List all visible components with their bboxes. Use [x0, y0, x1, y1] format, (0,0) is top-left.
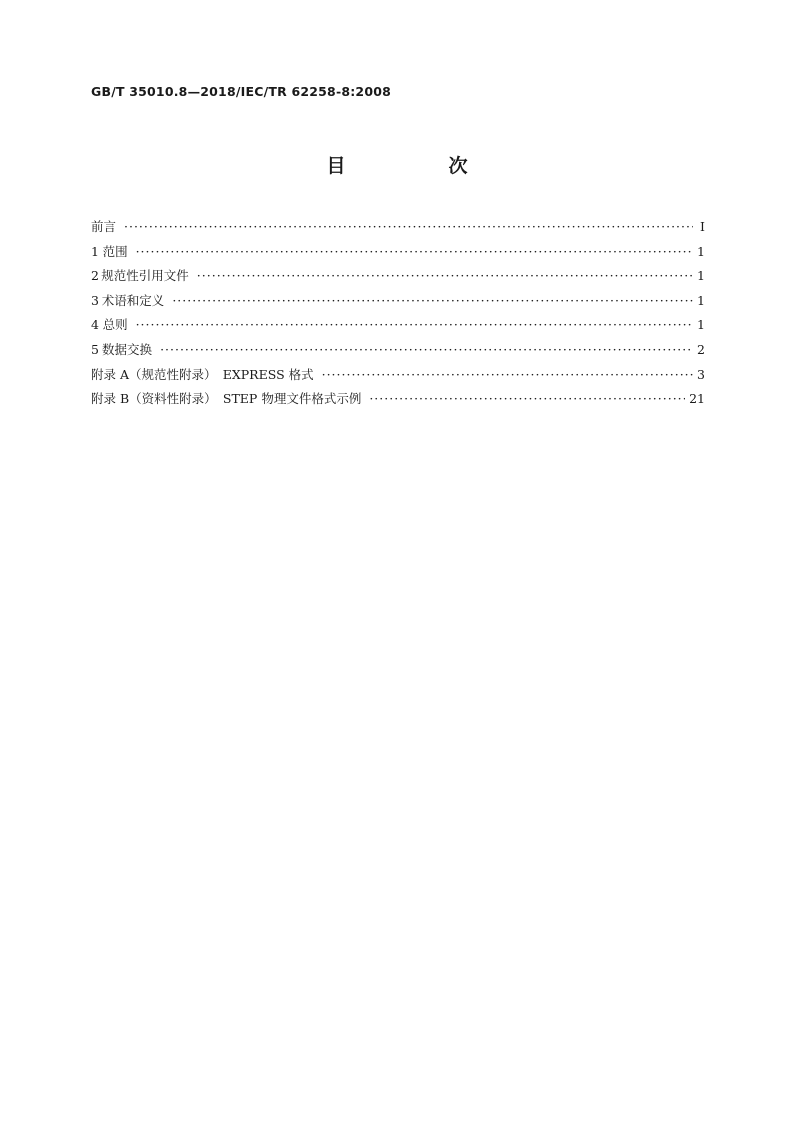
table-of-contents: [91, 215, 705, 412]
toc-leader-dots: [160, 338, 693, 363]
toc-entry-number: 5: [91, 341, 99, 357]
toc-entry-scope[interactable]: [91, 240, 705, 265]
toc-entry-page: Ⅰ: [700, 219, 705, 234]
toc-entry-annex-b[interactable]: [91, 387, 705, 412]
toc-entry-page: 1: [697, 317, 705, 333]
toc-entry-page: 1: [697, 268, 705, 284]
toc-entry-page: 2: [697, 341, 705, 357]
document-id: GB/T 35010.8—2018/IEC/TR 62258-8:2008: [91, 84, 392, 99]
toc-entry-terms-definitions[interactable]: [91, 289, 705, 314]
toc-entry-page: 1: [697, 243, 705, 259]
toc-leader-dots: [136, 313, 693, 338]
toc-entry-page: 1: [697, 292, 705, 308]
toc-entry-normative-references[interactable]: [91, 264, 705, 289]
toc-entry-page: 3: [697, 366, 705, 382]
toc-entry-number: 4: [91, 317, 99, 333]
toc-leader-dots: [136, 240, 693, 265]
toc-entry-page: 21: [689, 391, 705, 407]
toc-entry-annex-a[interactable]: [91, 363, 705, 388]
toc-entry-label: 术语和定义: [101, 292, 165, 308]
toc-leader-dots: [369, 387, 685, 412]
toc-leader-dots: [322, 363, 693, 388]
toc-entry-label: 数据交换: [102, 341, 153, 357]
toc-entry-label: 附录 B（资料性附录） STEP 物理文件格式示例: [91, 391, 362, 407]
toc-leader-dots: [197, 264, 693, 289]
toc-entry-label: 前言: [91, 219, 117, 234]
toc-leader-dots: [124, 215, 693, 240]
toc-entry-number: 1: [91, 243, 99, 259]
toc-entry-number: 2: [91, 268, 99, 284]
toc-leader-dots: [172, 289, 693, 314]
toc-entry-number: 3: [91, 292, 99, 308]
toc-entry-label: 规范性引用文件: [101, 268, 189, 284]
toc-entry-data-exchange[interactable]: [91, 338, 705, 363]
toc-entry-label: 范围: [102, 243, 128, 259]
toc-title: 目 次: [326, 155, 510, 177]
toc-entry-label: 附录 A（规范性附录） EXPRESS 格式: [91, 366, 314, 382]
toc-entry-label: 总则: [102, 317, 128, 333]
toc-entry-foreword[interactable]: [91, 215, 705, 240]
toc-entry-general[interactable]: [91, 313, 705, 338]
